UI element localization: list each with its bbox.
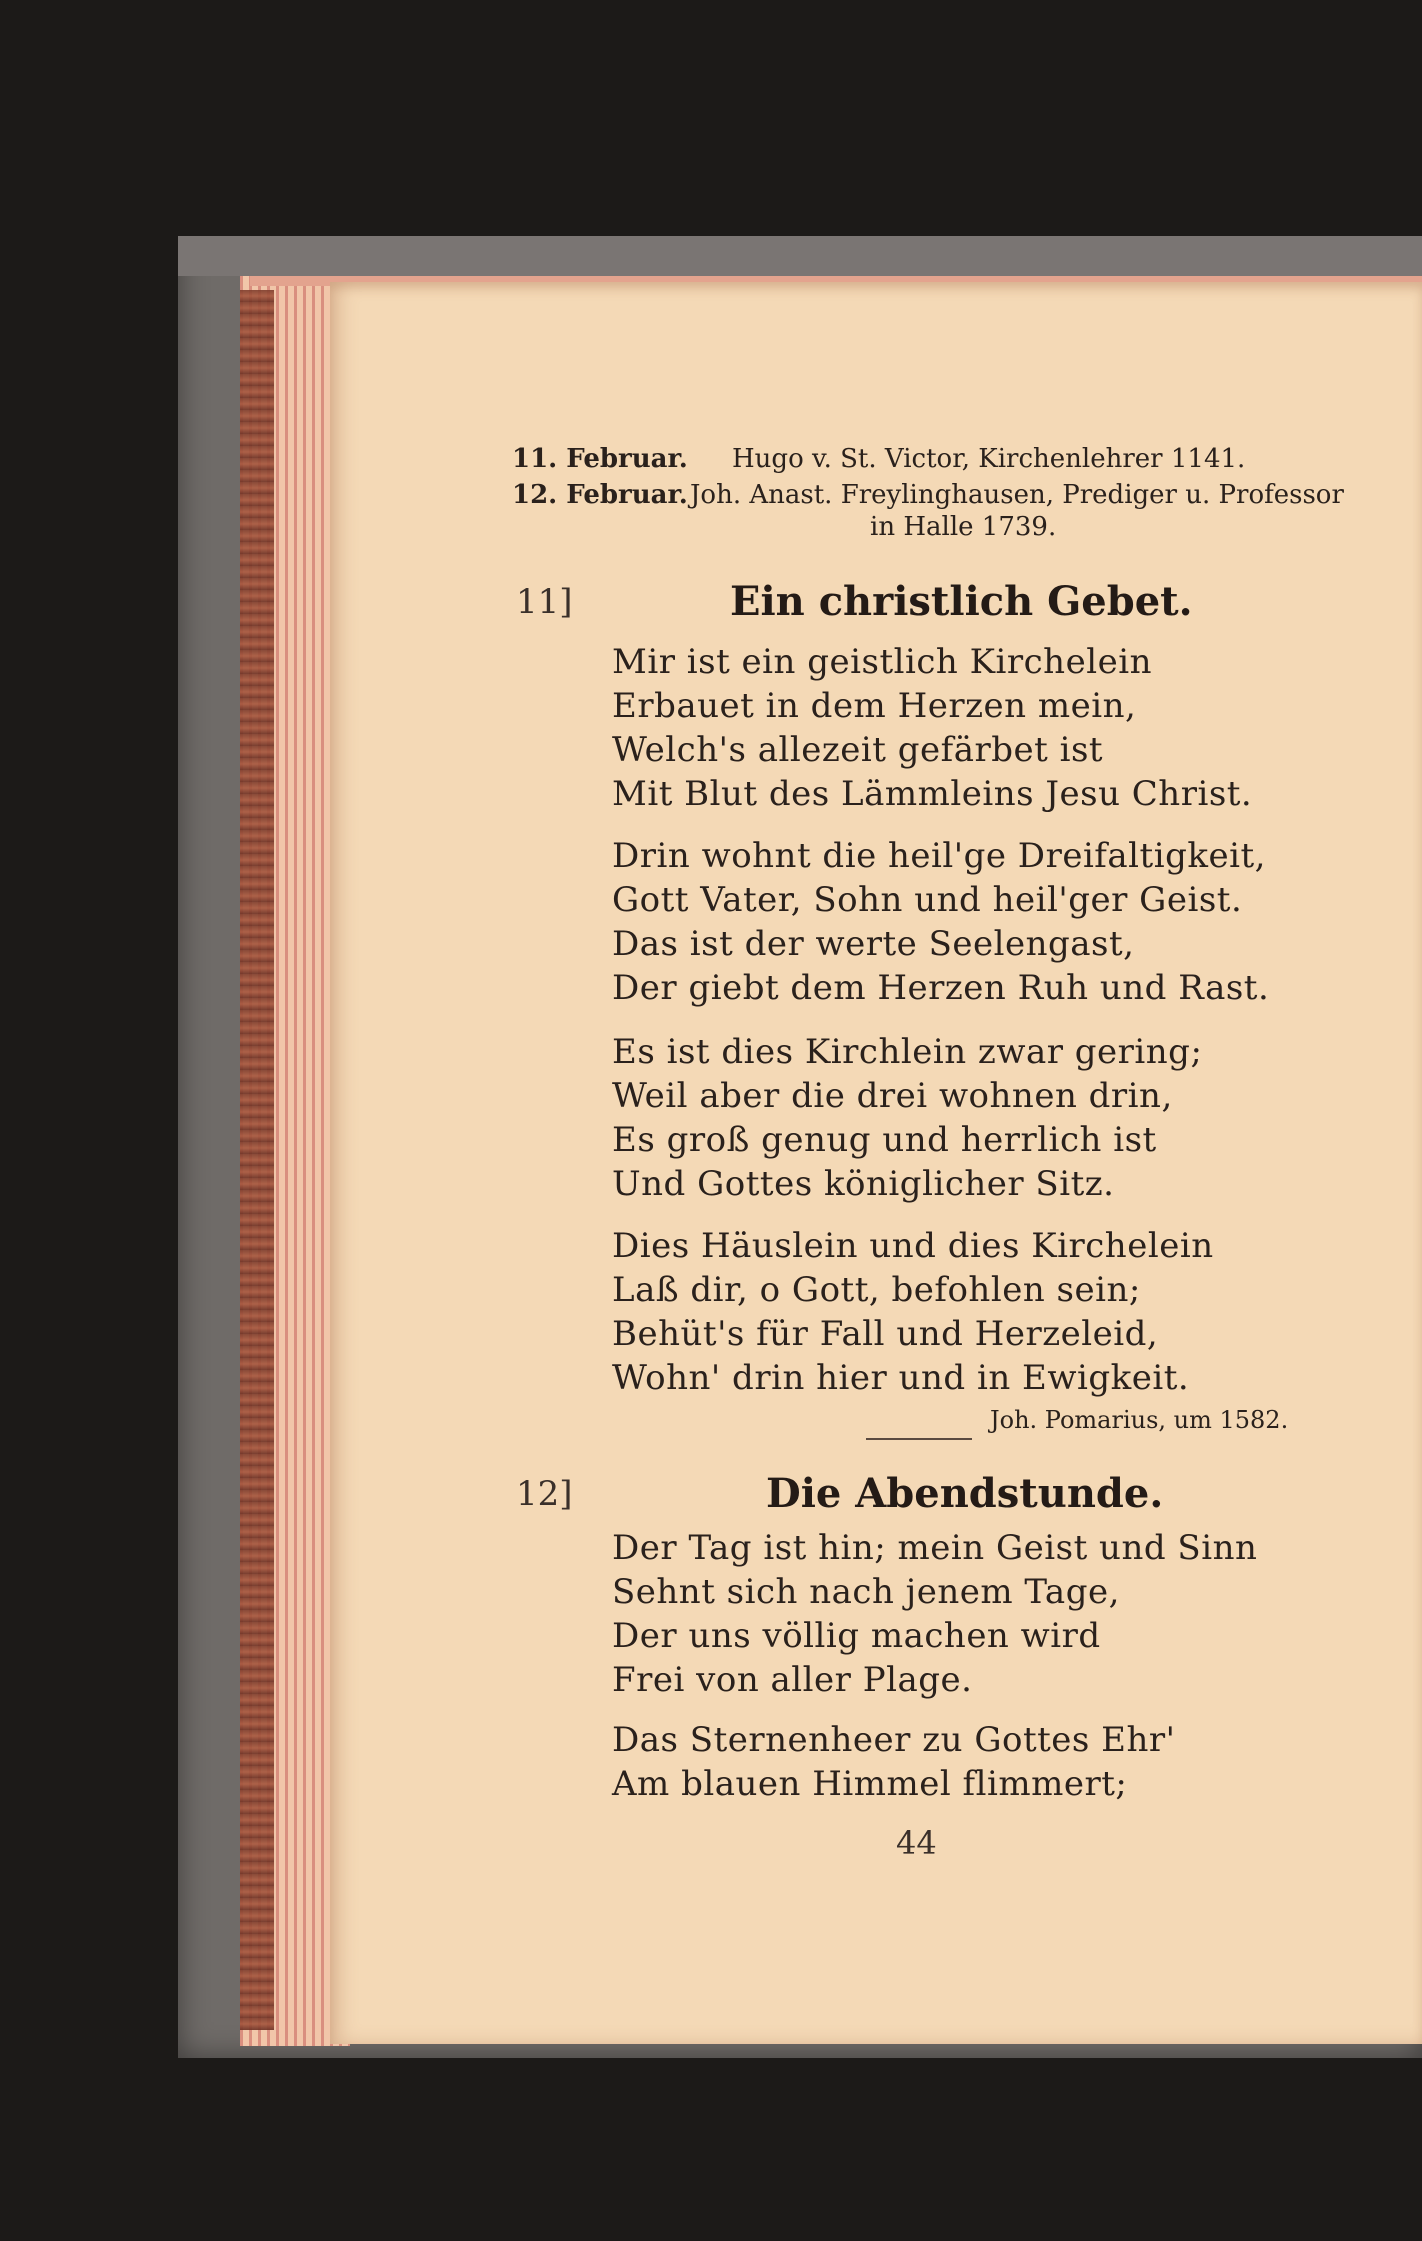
verse-line: Der giebt dem Herzen Ruh und Rast. (612, 968, 1270, 1008)
header-name: Joh. Anast. Freylinghausen, Prediger u. Professor (690, 480, 1344, 510)
header-row-2 (512, 480, 1344, 510)
hymn-title: Ein christlich Gebet. (730, 578, 1193, 625)
verse-line: Und Gottes königlicher Sitz. (612, 1164, 1115, 1204)
header-name: Hugo v. St. Victor, Kirchenlehrer 1141. (732, 444, 1246, 474)
hymn-number: 11] (516, 582, 573, 622)
verse-line: Das ist der werte Seelengast, (612, 924, 1135, 964)
hymn-author: Joh. Pomarius, um 1582. (990, 1406, 1289, 1434)
page-number: 44 (896, 1824, 937, 1862)
verse-line: Wohn' drin hier und in Ewigkeit. (612, 1358, 1190, 1398)
verse-line: Gott Vater, Sohn und heil'ger Geist. (612, 880, 1243, 920)
verse-line: Der uns völlig machen wird (612, 1616, 1101, 1656)
verse-line: Erbauet in dem Herzen mein, (612, 686, 1137, 726)
verse-line: Weil aber die drei wohnen drin, (612, 1076, 1173, 1116)
section-divider (866, 1438, 972, 1440)
verse-line: Welch's allezeit gefärbet ist (612, 730, 1104, 770)
hymn-title: Die Abendstunde. (766, 1470, 1164, 1517)
header-date: 12. Februar. (512, 480, 688, 510)
header-row-1 (512, 444, 1245, 474)
verse-line: Das Sternenheer zu Gottes Ehr' (612, 1720, 1176, 1760)
verse-line: Es ist dies Kirchlein zwar gering; (612, 1032, 1203, 1072)
hymn-number: 12] (516, 1474, 573, 1514)
header-row-3 (870, 512, 1056, 542)
verse-line: Dies Häuslein und dies Kirchelein (612, 1226, 1214, 1266)
verse-line: Der Tag ist hin; mein Geist und Sinn (612, 1528, 1258, 1568)
verse-line: Frei von aller Plage. (612, 1660, 973, 1700)
verse-line: Am blauen Himmel flimmert; (612, 1764, 1128, 1804)
verse-line: Mir ist ein geistlich Kirchelein (612, 642, 1152, 682)
header-name: in Halle 1739. (870, 512, 1057, 542)
header-date: 11. Februar. (512, 444, 688, 474)
verse-line: Laß dir, o Gott, befohlen sein; (612, 1270, 1141, 1310)
verse-line: Es groß genug und herrlich ist (612, 1120, 1157, 1160)
verse-line: Behüt's für Fall und Herzeleid, (612, 1314, 1159, 1354)
verse-line: Sehnt sich nach jenem Tage, (612, 1572, 1120, 1612)
verse-line: Mit Blut des Lämmleins Jesu Christ. (612, 774, 1253, 814)
marbled-edge (240, 290, 274, 2030)
verse-line: Drin wohnt die heil'ge Dreifaltigkeit, (612, 836, 1266, 876)
book-cover-top (178, 236, 1422, 276)
